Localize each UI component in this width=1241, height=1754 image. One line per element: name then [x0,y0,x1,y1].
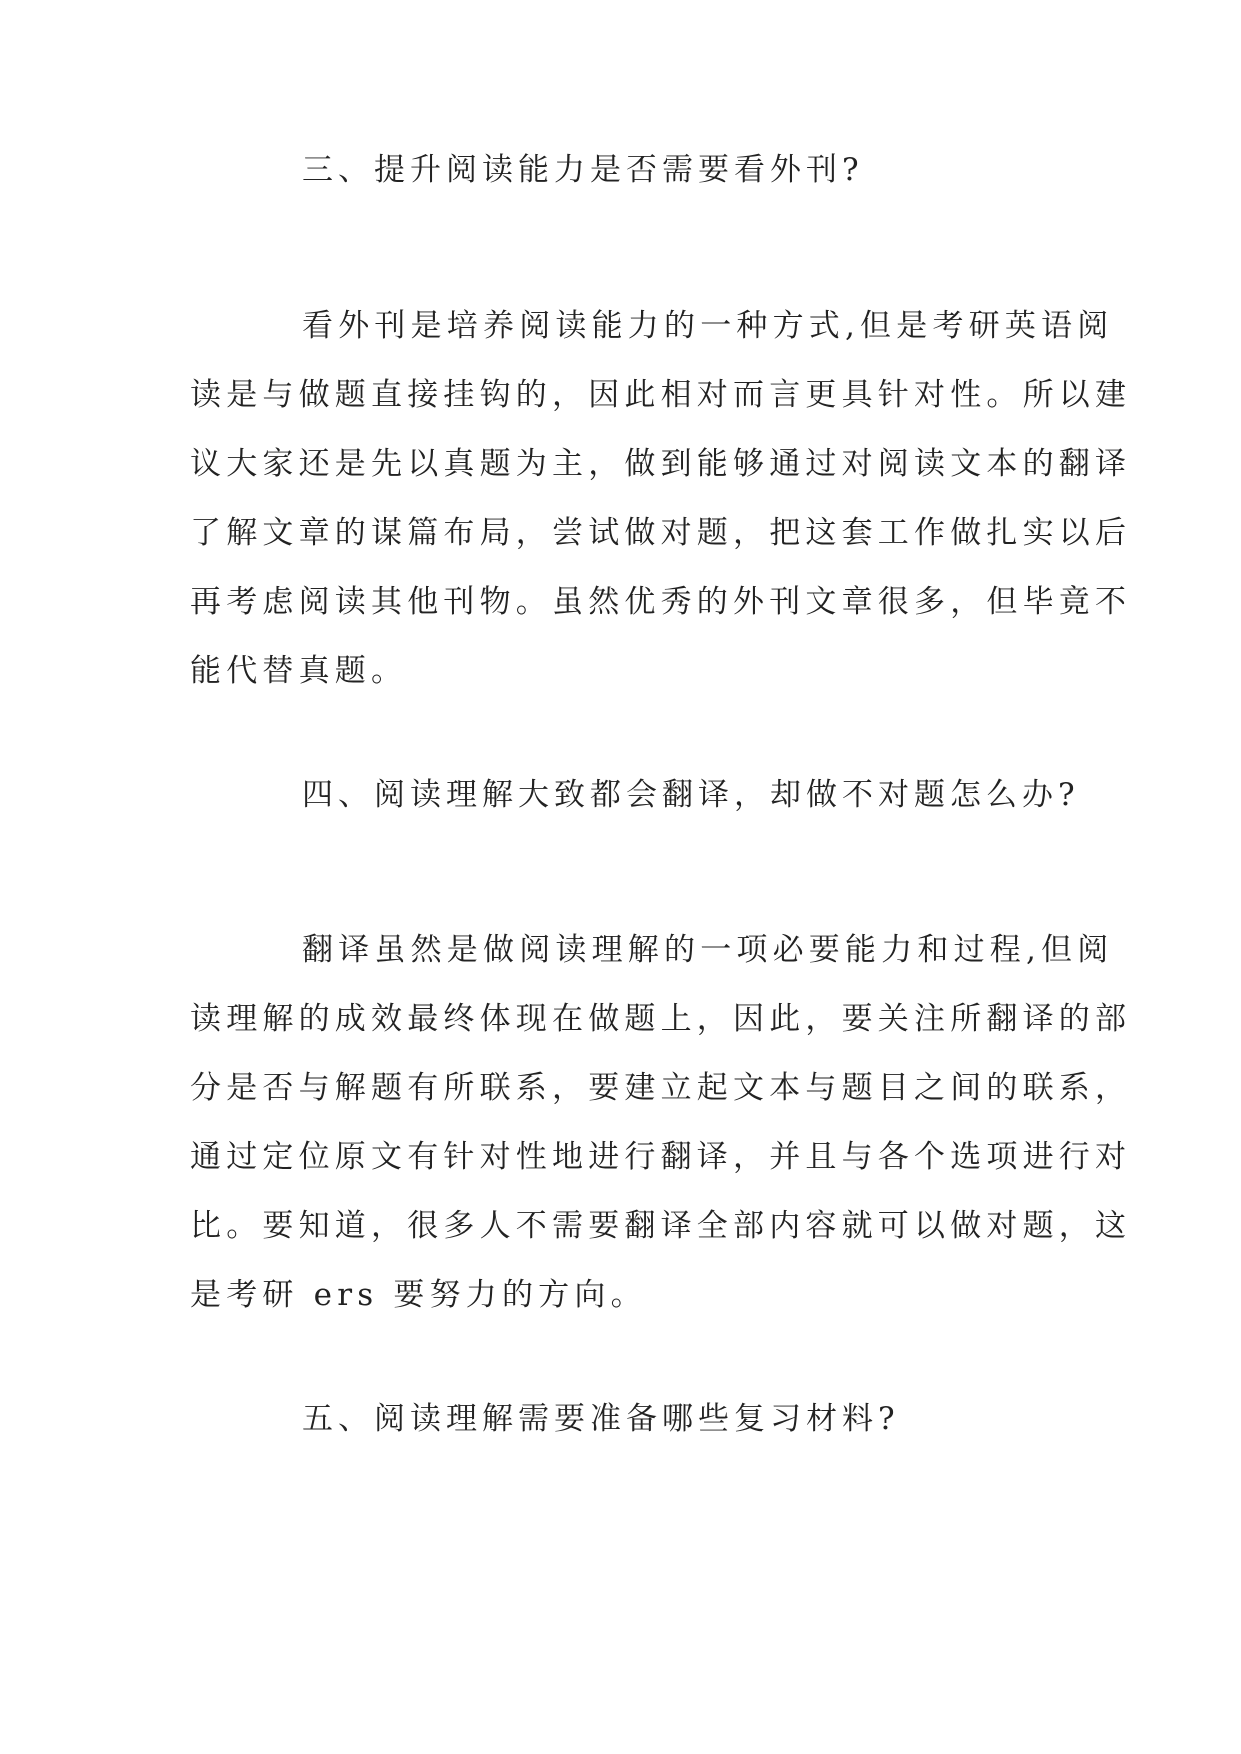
paragraph-line: 是考研 ers 要努力的方向。 [190,1277,647,1313]
section-heading-4: 四、阅读理解大致都会翻译，却做不对题怎么办? [302,777,1080,813]
paragraph-line: 再考虑阅读其他刊物。虽然优秀的外刊文章很多，但毕竟不 [190,584,1132,620]
section-heading-5: 五、阅读理解需要准备哪些复习材料? [302,1401,900,1437]
section-paragraph-3 [190,292,1132,706]
section-paragraph-4 [190,916,1132,1330]
section-heading-3: 三、提升阅读能力是否需要看外刊? [302,152,864,188]
paragraph-line: 了解文章的谋篇布局，尝试做对题，把这套工作做扎实以后 [190,515,1132,551]
paragraph-line: 分是否与解题有所联系，要建立起文本与题目之间的联系， [190,1070,1132,1106]
paragraph-line: 读是与做题直接挂钩的，因此相对而言更具针对性。所以建 [190,377,1132,413]
paragraph-line: 通过定位原文有针对性地进行翻译，并且与各个选项进行对 [190,1139,1132,1175]
paragraph-line: 读理解的成效最终体现在做题上，因此，要关注所翻译的部 [190,1001,1132,1037]
paragraph-line: 能代替真题。 [190,653,408,689]
paragraph-line: 比。要知道，很多人不需要翻译全部内容就可以做对题，这 [190,1208,1132,1244]
paragraph-line: 议大家还是先以真题为主，做到能够通过对阅读文本的翻译 [190,446,1132,482]
paragraph-line: 看外刊是培养阅读能力的一种方式,但是考研英语阅 [302,308,1114,344]
paragraph-line: 翻译虽然是做阅读理解的一项必要能力和过程,但阅 [302,932,1114,968]
